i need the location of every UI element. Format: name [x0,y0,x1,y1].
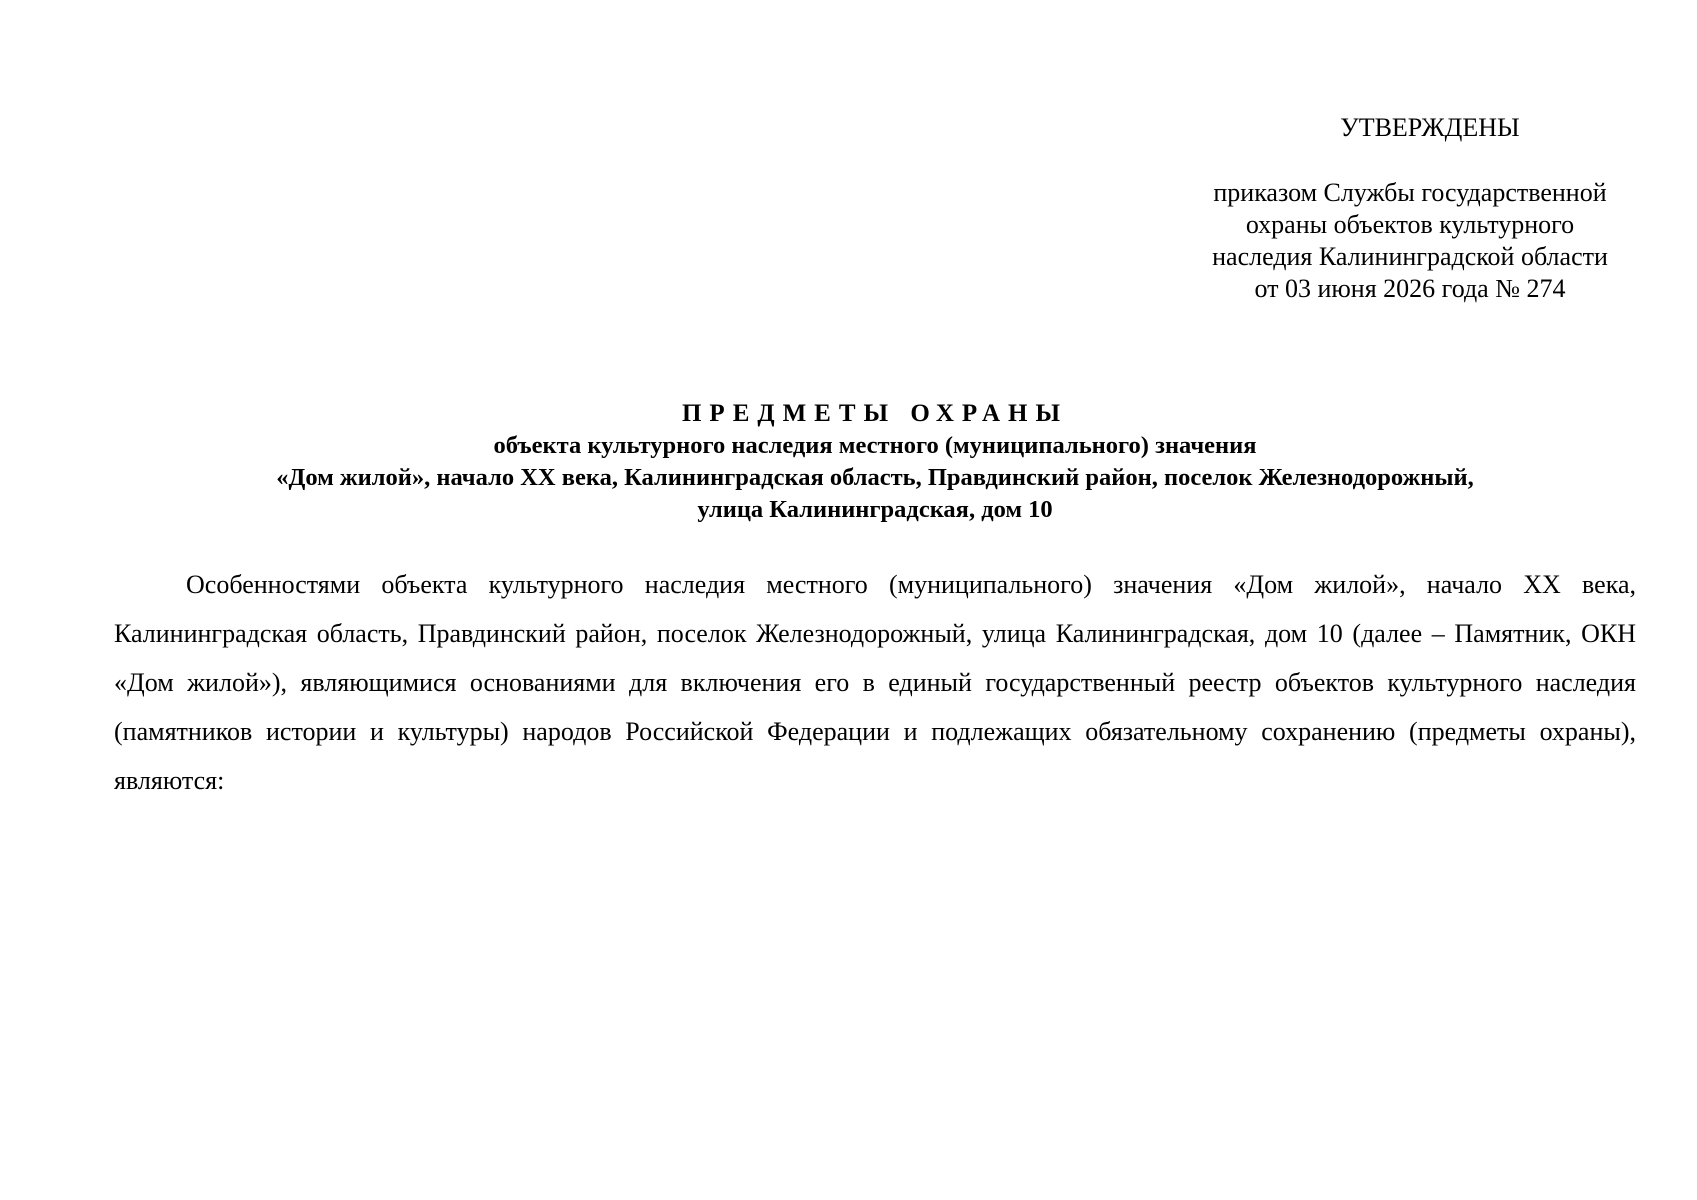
heading-line-3: улица Калининградская, дом 10 [697,496,1053,523]
document-heading [114,398,1636,526]
approved-label: УТВЕРЖДЕНЫ [1340,113,1520,142]
order-line-4: от 03 июня 2026 года № 274 [1254,274,1566,303]
heading-line-1: объекта культурного наследия местного (муниципального) значения [493,432,1257,459]
order-line-1: приказом Службы государственной [1213,178,1607,207]
approval-block [1175,112,1645,305]
body-paragraph: Особенностями объекта культурного наследия местного (муниципального) значения «Дом жилой», начало XX века, Калининградская область, Правдинский район, поселок Железнодорожный, улица Калининградская, дом 10 (далее – Памятник, ОКН «Дом жилой»), являющимися основаниями для включения его в единый государственный реестр объектов культурного наследия (памятников истории и культуры) народов Российской Федерации и подлежащих обязательному сохранению (предметы охраны), являются: [114,570,1636,795]
order-line-2: охраны объектов культурного [1245,210,1575,239]
document-title: ПРЕДМЕТЫ ОХРАНЫ [681,400,1068,427]
order-reference [1175,177,1645,305]
heading-line-2: «Дом жилой», начало XX века, Калининградская область, Правдинский район, поселок Железнодорожный, [276,464,1474,491]
order-line-3: наследия Калининградской области [1212,242,1608,271]
